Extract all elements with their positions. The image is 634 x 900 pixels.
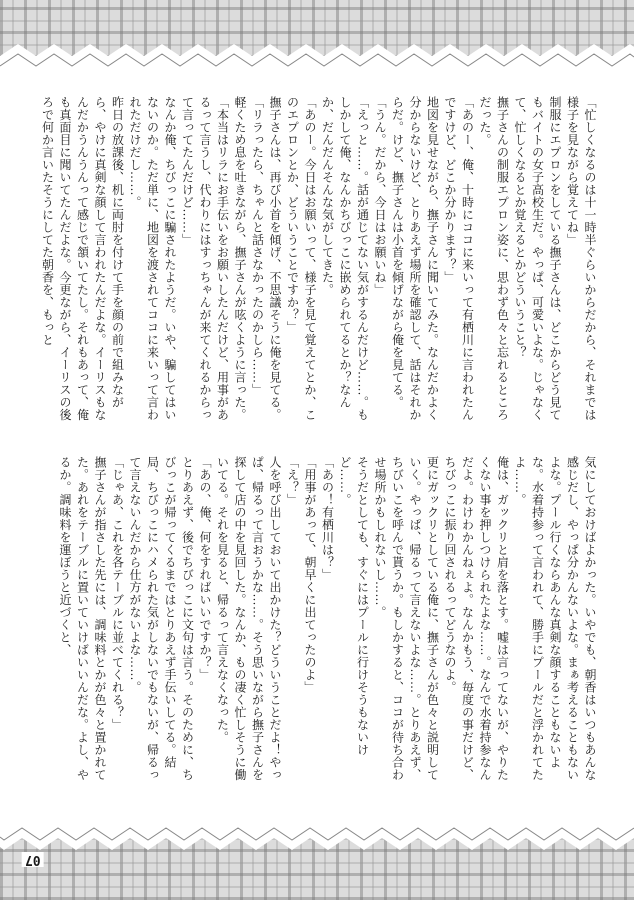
lower-text-column-block: 気にしておけばよかった。いやでも、朝香はいつもあんな感じだし、やっぱ分かんないよな。まぁ考えることもないよな。プール行くならあんな真剣な顔することもないよな。水着持参って言われて、勝手にプールだと浮かれてたよ……。 俺は、ガックリと肩を落とす。嘘は言ってないが、やりたくない事を押しつけられたよな……。なんで水着持参なんだよ。わけわかんねぇよ。なんかもう、毎度の事だけど、ちびっこに振り回されるってどうなのよ。 更にガックリとしている俺に、撫子さんが色々と説明していく。やっぱ、帰るって言えないよな……。とりあえず、ちびいこを呼んで貰うか。もしかすると、ココが待ち合わせ場所かもしれないし……。 そうだとしても、すぐにはプールに行けそうもないけど……。 「あの！有栖川は？」 「用事があって、朝早くに出てったのよ」 「え？」 人を呼び出しておいて出かけた？どういうことだよ！やっぱ、帰るって言おうかな……。そう思いながら撫子さんを探して店の中を見回した。なんか、もの凄く忙しそうに働いてる。それを見ると、帰るって言えなくなった。 「あの、俺、何をすればいいですか？」 とりあえず、後でちびっこに文句は言う。そのために、ちびっこが帰ってくるまではとりあえず手伝いしてる。結局、ちびっこにハメられた気がしないでもないが、帰るって言えないんだから仕方がないよな……。 「じゃあ、これを各テーブルに並べてくれる？」 撫子さんが指さした先には、調味料とかが色々と置かれてた。あれをテーブルに置いていけばいいんだな。よし、やるか。調味料を運ぼうと近づくと、 bbox=[58, 456, 597, 781]
top-zigzag-edge bbox=[0, 44, 634, 84]
upper-text-column-block: 「忙しくなるのは十一時半ぐらいからだから、それまでは様子を見ながら覚えてね」 制服にエプロンをしている撫子さんは、どこからどう見てもバイトの女子高校生だ。やっぱ、可愛いよな。じゃなくて、忙しくなるとか覚えるとかどういうこと？ 撫子さんの制服エプロン姿に、思わず色々と忘れるところだった。 「あのー、俺、十時にココに来いって有栖川に言われたんですけど、どこか分かります？」 地図を見せながら、撫子さんに聞いてみた。なんだかよく分からないけど、とりあえず場所を確認して、話はそれからだ。けど、撫子さんは小首を傾げながら俺を見てる。 「うん。だから、今日はお願いね」 「えっと……。話が通じてない気がするんだけど……。もしかして俺、なんかちびっこに嵌められてるとか？なんか、だんだんそんな気がしてきた。 「あのー。今日はお願いって、様子を見て覚えてとか、このエプロンとか、どういうことですか？」 撫子さんは、再び小首を傾げ、不思議そうに俺を見てる。 「リラったら、ちゃんと話さなかったのかしら……」 軽くため息を吐きながら、撫子さんが呟くように言った。 「本当はリラにお手伝いをお願いしたんだけど、用事があるって言うし、代わりにはすっちゃんが来てくれるからって言ってたんだけど……」 なんか俺、ちびっこに騙されたようだ。いや、騙してはいないのか。ただ単に、地図を渡されてココに来いって言われただけだし……。 昨日の放課後、机に両肘を付けて手を顔の前で組みながら、やけに真剣な顔して言われたんだよな。イーリスもなんだかうんうんって感じで頷いてたし。それもあって、俺も真面目に聞いてたんだよな。今更ながら、イーリスの後ろで何か言いたそうにしてた朝香を、もっと bbox=[40, 96, 597, 421]
page-number: 07 bbox=[22, 852, 44, 867]
bottom-zigzag-edge bbox=[0, 808, 634, 852]
